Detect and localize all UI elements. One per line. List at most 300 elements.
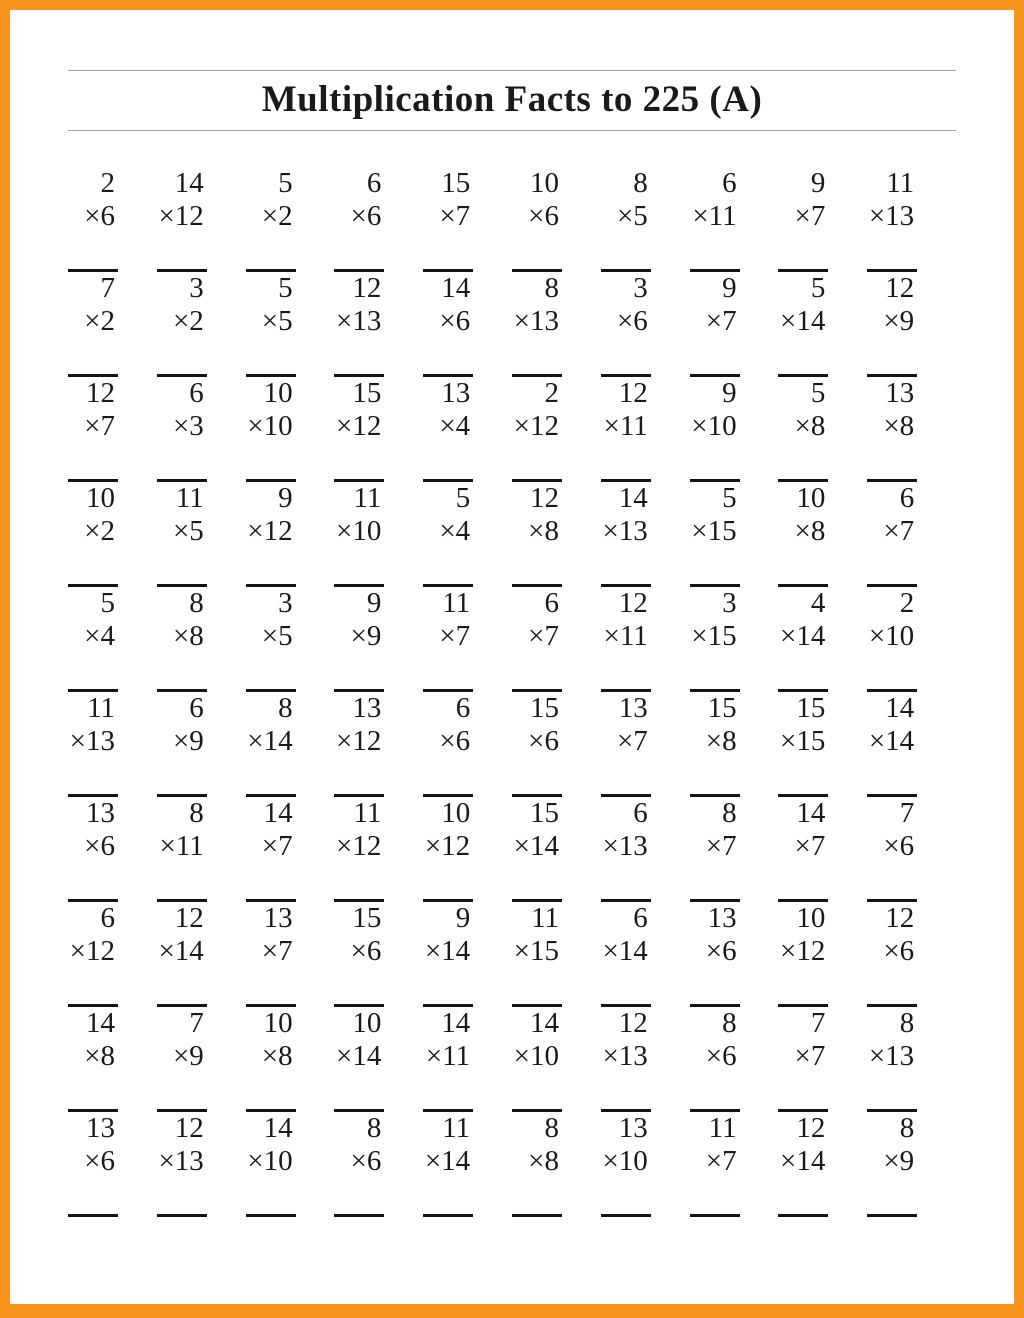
problem: [68, 377, 118, 482]
problem: [68, 797, 118, 902]
multiplicand: 12: [618, 587, 648, 619]
problem: [512, 482, 562, 587]
problem: [68, 1112, 118, 1217]
multiplicand: 13: [618, 692, 648, 724]
multiplicand: 13: [263, 902, 293, 934]
problem: [246, 797, 296, 902]
problem: [334, 797, 384, 902]
problem: [68, 692, 118, 797]
multiplier: ×10: [691, 409, 737, 442]
multiplier: ×9: [883, 304, 915, 337]
problem: [778, 377, 828, 482]
multiplicand: 15: [707, 692, 737, 724]
problem: [157, 692, 207, 797]
multiplicand: 12: [618, 377, 648, 409]
multiplicand: 13: [618, 1112, 648, 1144]
multiplicand: 15: [530, 797, 559, 829]
problem: [778, 587, 828, 692]
multiplicand: 8: [366, 1112, 382, 1144]
multiplier: ×7: [261, 934, 293, 967]
problem: [334, 902, 384, 1007]
problem: [512, 902, 562, 1007]
problem: [68, 167, 118, 272]
multiplier: ×12: [780, 934, 826, 967]
multiplier: ×13: [336, 304, 382, 337]
problem: [512, 587, 562, 692]
multiplicand: 6: [544, 587, 559, 619]
problem: [157, 902, 207, 1007]
multiplicand: 5: [810, 377, 826, 409]
title-rule-top: [68, 70, 956, 71]
multiplicand: 13: [352, 692, 382, 724]
multiplier: ×6: [883, 829, 915, 862]
multiplier: ×15: [513, 934, 559, 967]
multiplicand: 14: [796, 797, 826, 829]
multiplicand: 12: [174, 902, 204, 934]
multiplicand: 11: [531, 902, 559, 934]
multiplier: ×7: [794, 829, 826, 862]
multiplier: ×8: [883, 409, 915, 442]
multiplier: ×8: [528, 514, 559, 547]
problem: [512, 272, 562, 377]
multiplicand: 11: [175, 482, 204, 514]
multiplicand: 13: [707, 902, 737, 934]
problem: [867, 587, 917, 692]
multiplicand: 7: [899, 797, 915, 829]
multiplicand: 3: [722, 587, 737, 619]
problem: [157, 272, 207, 377]
multiplicand: 13: [441, 377, 471, 409]
multiplicand: 13: [86, 797, 115, 829]
multiplier: ×5: [616, 199, 648, 232]
multiplier: ×2: [261, 199, 293, 232]
problem: [157, 1007, 207, 1112]
problem: [246, 1007, 296, 1112]
multiplicand: 14: [441, 1007, 471, 1039]
problem: [246, 377, 296, 482]
multiplicand: 8: [899, 1112, 915, 1144]
problem: [867, 272, 917, 377]
multiplier: ×12: [336, 829, 382, 862]
problem: [157, 1112, 207, 1217]
multiplier: ×13: [513, 304, 559, 337]
multiplier: ×14: [424, 934, 471, 967]
multiplicand: 12: [885, 902, 915, 934]
multiplier: ×7: [794, 1039, 826, 1072]
problem: [246, 1112, 296, 1217]
multiplicand: 6: [189, 692, 204, 724]
multiplier: ×6: [705, 934, 737, 967]
multiplicand: 14: [885, 692, 915, 724]
problem: [867, 1007, 917, 1112]
problem: [334, 692, 384, 797]
multiplier: ×7: [794, 199, 826, 232]
multiplier: ×7: [261, 829, 293, 862]
multiplier: ×4: [84, 619, 115, 652]
multiplicand: 12: [352, 272, 382, 304]
multiplicand: 13: [885, 377, 915, 409]
problem: [778, 272, 828, 377]
multiplier: ×11: [159, 829, 204, 862]
problem: [690, 167, 740, 272]
problem: [867, 692, 917, 797]
problem: [778, 1007, 828, 1112]
multiplier: ×7: [705, 1144, 737, 1177]
problem: [157, 587, 207, 692]
multiplicand: 8: [189, 587, 204, 619]
problem: [423, 902, 473, 1007]
problem: [246, 692, 296, 797]
multiplicand: 5: [278, 272, 293, 304]
multiplier: ×10: [336, 514, 382, 547]
multiplier: ×13: [158, 1144, 204, 1177]
multiplier: ×2: [172, 304, 204, 337]
multiplier: ×14: [158, 934, 204, 967]
multiplicand: 12: [796, 1112, 826, 1144]
problem: [778, 1112, 828, 1217]
multiplier: ×4: [439, 409, 471, 442]
problem: [246, 167, 296, 272]
problem: [601, 167, 651, 272]
problem: [601, 692, 651, 797]
multiplicand: 3: [633, 272, 648, 304]
multiplier: ×6: [84, 199, 115, 232]
multiplier: ×6: [84, 1144, 115, 1177]
multiplier: ×9: [172, 724, 204, 757]
multiplier: ×9: [172, 1039, 204, 1072]
multiplier: ×9: [883, 1144, 915, 1177]
multiplier: ×10: [513, 1039, 559, 1072]
multiplicand: 6: [722, 167, 737, 199]
multiplicand: 10: [263, 377, 293, 409]
multiplicand: 3: [189, 272, 204, 304]
multiplier: ×8: [528, 1144, 559, 1177]
multiplicand: 15: [530, 692, 559, 724]
problem: [690, 377, 740, 482]
multiplicand: 12: [530, 482, 559, 514]
problem: [334, 1007, 384, 1112]
multiplier: ×14: [602, 934, 648, 967]
problem: [423, 167, 473, 272]
problem: [334, 587, 384, 692]
problem: [867, 167, 917, 272]
multiplier: ×7: [616, 724, 648, 757]
multiplicand: 11: [87, 692, 115, 724]
multiplier: ×7: [84, 409, 115, 442]
multiplier: ×11: [603, 619, 648, 652]
multiplier: ×14: [247, 724, 293, 757]
multiplier: ×14: [780, 619, 826, 652]
problem: [423, 1007, 473, 1112]
multiplier: ×8: [705, 724, 737, 757]
multiplicand: 10: [796, 482, 826, 514]
multiplier: ×14: [780, 1144, 826, 1177]
multiplicand: 14: [86, 1007, 115, 1039]
problems-grid: [68, 167, 956, 1217]
problem: [867, 482, 917, 587]
problem: [690, 1007, 740, 1112]
problem: [246, 587, 296, 692]
problem: [601, 1112, 651, 1217]
multiplicand: 6: [100, 902, 115, 934]
multiplicand: 15: [796, 692, 826, 724]
multiplier: ×8: [172, 619, 204, 652]
multiplicand: 15: [441, 167, 471, 199]
multiplier: ×15: [780, 724, 826, 757]
problem: [246, 902, 296, 1007]
multiplicand: 8: [722, 797, 737, 829]
problem: [68, 587, 118, 692]
multiplicand: 9: [366, 587, 382, 619]
multiplier: ×14: [424, 1144, 471, 1177]
multiplier: ×10: [868, 619, 915, 652]
multiplicand: 6: [899, 482, 915, 514]
multiplicand: 14: [441, 272, 471, 304]
multiplier: ×5: [172, 514, 204, 547]
multiplicand: 8: [544, 272, 559, 304]
problem: [423, 797, 473, 902]
multiplier: ×6: [439, 304, 471, 337]
problem: [690, 797, 740, 902]
multiplicand: 11: [886, 167, 915, 199]
title-rule-bottom: [68, 130, 956, 131]
multiplier: ×12: [247, 514, 293, 547]
multiplier: ×8: [261, 1039, 293, 1072]
multiplier: ×6: [350, 1144, 382, 1177]
problem: [867, 377, 917, 482]
multiplicand: 14: [263, 1112, 293, 1144]
multiplicand: 15: [352, 902, 382, 934]
problem: [867, 902, 917, 1007]
multiplicand: 2: [544, 377, 559, 409]
multiplier: ×7: [705, 304, 737, 337]
problem: [601, 1007, 651, 1112]
problem: [68, 902, 118, 1007]
multiplicand: 11: [442, 1112, 471, 1144]
problem: [690, 482, 740, 587]
multiplier: ×13: [602, 829, 648, 862]
problem: [423, 482, 473, 587]
problem: [601, 482, 651, 587]
multiplier: ×6: [350, 199, 382, 232]
problem: [778, 797, 828, 902]
multiplicand: 8: [278, 692, 293, 724]
multiplier: ×12: [69, 934, 115, 967]
multiplier: ×9: [350, 619, 382, 652]
problem: [157, 482, 207, 587]
multiplier: ×2: [84, 304, 115, 337]
multiplier: ×2: [84, 514, 115, 547]
multiplier: ×6: [528, 724, 559, 757]
multiplier: ×7: [883, 514, 915, 547]
multiplicand: 8: [544, 1112, 559, 1144]
multiplicand: 12: [174, 1112, 204, 1144]
problem: [601, 797, 651, 902]
problem: [423, 692, 473, 797]
multiplier: ×8: [794, 514, 826, 547]
multiplicand: 10: [86, 482, 115, 514]
multiplier: ×14: [513, 829, 559, 862]
multiplier: ×8: [794, 409, 826, 442]
problem: [778, 692, 828, 797]
problem: [423, 377, 473, 482]
multiplier: ×6: [528, 199, 559, 232]
multiplicand: 4: [810, 587, 826, 619]
multiplicand: 11: [353, 797, 382, 829]
multiplicand: 8: [722, 1007, 737, 1039]
multiplicand: 2: [899, 587, 915, 619]
problem: [334, 167, 384, 272]
problem: [690, 1112, 740, 1217]
multiplier: ×14: [868, 724, 915, 757]
multiplicand: 13: [86, 1112, 115, 1144]
problem: [690, 692, 740, 797]
multiplier: ×13: [69, 724, 115, 757]
multiplier: ×13: [602, 1039, 648, 1072]
title-block: [68, 70, 956, 131]
problem: [512, 377, 562, 482]
multiplier: ×12: [158, 199, 204, 232]
multiplier: ×7: [528, 619, 559, 652]
multiplicand: 8: [189, 797, 204, 829]
problem: [512, 692, 562, 797]
problem: [334, 1112, 384, 1217]
multiplier: ×13: [868, 1039, 915, 1072]
problem: [68, 482, 118, 587]
multiplicand: 11: [442, 587, 471, 619]
problem: [246, 272, 296, 377]
multiplicand: 5: [722, 482, 737, 514]
problem: [601, 377, 651, 482]
problem: [778, 167, 828, 272]
multiplier: ×7: [439, 619, 471, 652]
multiplicand: 7: [189, 1007, 204, 1039]
multiplier: ×4: [439, 514, 471, 547]
multiplier: ×5: [261, 619, 293, 652]
page-title: Multiplication Facts to 225 (A): [261, 79, 763, 120]
problem: [690, 902, 740, 1007]
multiplier: ×11: [603, 409, 648, 442]
multiplicand: 15: [352, 377, 382, 409]
problem: [690, 272, 740, 377]
problem: [601, 587, 651, 692]
multiplier: ×13: [602, 514, 648, 547]
multiplicand: 10: [796, 902, 826, 934]
multiplicand: 8: [633, 167, 648, 199]
multiplier: ×13: [868, 199, 915, 232]
multiplier: ×11: [425, 1039, 471, 1072]
problem: [334, 377, 384, 482]
multiplicand: 10: [441, 797, 471, 829]
multiplier: ×8: [84, 1039, 115, 1072]
problem: [157, 377, 207, 482]
multiplier: ×7: [705, 829, 737, 862]
problem: [778, 482, 828, 587]
multiplicand: 12: [86, 377, 115, 409]
multiplier: ×6: [705, 1039, 737, 1072]
worksheet-sheet: [10, 70, 1014, 1318]
problem: [512, 797, 562, 902]
multiplicand: 10: [530, 167, 559, 199]
problem: [690, 587, 740, 692]
multiplier: ×10: [247, 409, 293, 442]
multiplier: ×6: [439, 724, 471, 757]
multiplicand: 14: [174, 167, 204, 199]
multiplier: ×12: [513, 409, 559, 442]
multiplicand: 9: [722, 272, 737, 304]
multiplicand: 5: [455, 482, 471, 514]
multiplier: ×12: [336, 724, 382, 757]
problem: [423, 1112, 473, 1217]
multiplier: ×15: [691, 514, 737, 547]
multiplier: ×7: [439, 199, 471, 232]
problem: [512, 167, 562, 272]
multiplier: ×12: [424, 829, 471, 862]
problem: [334, 482, 384, 587]
multiplicand: 5: [278, 167, 293, 199]
multiplicand: 10: [352, 1007, 382, 1039]
problem: [334, 272, 384, 377]
multiplicand: 12: [885, 272, 915, 304]
multiplicand: 14: [263, 797, 293, 829]
multiplicand: 9: [455, 902, 471, 934]
multiplicand: 14: [618, 482, 648, 514]
multiplicand: 5: [810, 272, 826, 304]
multiplicand: 5: [100, 587, 115, 619]
multiplier: ×6: [616, 304, 648, 337]
problem: [867, 1112, 917, 1217]
multiplier: ×6: [883, 934, 915, 967]
multiplier: ×10: [247, 1144, 293, 1177]
multiplier: ×10: [602, 1144, 648, 1177]
multiplicand: 6: [633, 902, 648, 934]
multiplicand: 6: [366, 167, 382, 199]
multiplicand: 8: [899, 1007, 915, 1039]
problem: [512, 1007, 562, 1112]
multiplier: ×12: [336, 409, 382, 442]
multiplier: ×6: [84, 829, 115, 862]
multiplier: ×5: [261, 304, 293, 337]
problem: [423, 587, 473, 692]
multiplicand: 11: [353, 482, 382, 514]
multiplicand: 12: [618, 1007, 648, 1039]
multiplicand: 6: [189, 377, 204, 409]
problem: [601, 902, 651, 1007]
problem: [157, 797, 207, 902]
multiplicand: 11: [708, 1112, 737, 1144]
multiplier: ×14: [780, 304, 826, 337]
multiplicand: 10: [263, 1007, 293, 1039]
problem: [867, 797, 917, 902]
problem: [778, 902, 828, 1007]
multiplicand: 9: [810, 167, 826, 199]
multiplicand: 3: [278, 587, 293, 619]
multiplicand: 9: [722, 377, 737, 409]
problem: [68, 1007, 118, 1112]
multiplier: ×15: [691, 619, 737, 652]
problem: [157, 167, 207, 272]
multiplicand: 7: [100, 272, 115, 304]
multiplier: ×11: [692, 199, 737, 232]
multiplicand: 14: [530, 1007, 559, 1039]
multiplicand: 7: [810, 1007, 826, 1039]
multiplicand: 2: [100, 167, 115, 199]
problem: [68, 272, 118, 377]
multiplier: ×3: [172, 409, 204, 442]
multiplier: ×14: [336, 1039, 382, 1072]
multiplicand: 6: [633, 797, 648, 829]
multiplicand: 6: [455, 692, 471, 724]
